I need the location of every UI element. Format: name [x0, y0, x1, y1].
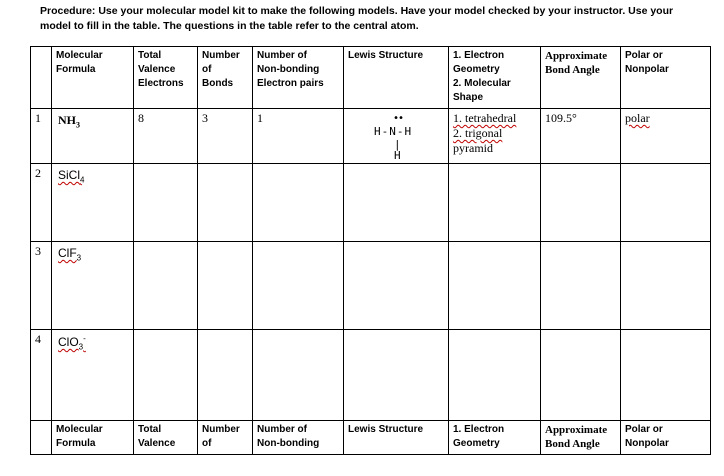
table-row: [31, 109, 711, 164]
nonbonding-pairs: [253, 242, 344, 330]
header-nonbonding: Number of Non-bonding: [253, 421, 344, 455]
header-bonds: Number of: [198, 421, 253, 455]
bond-angle: [541, 242, 621, 330]
valence-electrons: [134, 330, 198, 421]
polarity: [621, 164, 711, 242]
header-polar: Polar or Nonpolar: [621, 47, 711, 109]
table-row: [31, 242, 711, 330]
molecular-formula: SiCl$_4$: [52, 164, 134, 242]
header-nonbonding: Number of Non-bonding Electron pairs: [253, 47, 344, 109]
row-number: 2: [31, 164, 52, 242]
table-row: [31, 330, 711, 421]
header-polar: Polar or Nonpolar: [621, 421, 711, 455]
nonbonding-pairs: [253, 330, 344, 421]
header-geometry: 1. Electron Geometry: [449, 421, 541, 455]
geometry-cell: [449, 164, 541, 242]
polarity: polar: [621, 109, 711, 164]
header-valence: Total Valence: [134, 421, 198, 455]
header-formula: Molecular Formula: [52, 421, 134, 455]
row-number: 1: [31, 109, 52, 164]
bond-count: 3: [198, 109, 253, 164]
header-row: [31, 47, 711, 109]
molecular-formula: ClF$_3$: [52, 242, 134, 330]
row-number: 4: [31, 330, 52, 421]
valence-electrons: 8: [134, 109, 198, 164]
bond-angle: [541, 164, 621, 242]
lone-pair: ••: [393, 113, 404, 124]
bond-count: [198, 242, 253, 330]
lewis-row: H-N-H: [374, 125, 413, 138]
bond-angle: 109.5°: [541, 109, 621, 164]
lewis-bond: |: [394, 138, 401, 151]
lewis-bottom-atom: H: [394, 149, 401, 162]
molecule-table: [30, 46, 711, 455]
header-angle: Approximate Bond Angle: [541, 47, 621, 109]
nonbonding-pairs: 1: [253, 109, 344, 164]
molecular-formula: $NH_3$: [52, 109, 134, 164]
nonbonding-pairs: [253, 164, 344, 242]
header-number-cell: [31, 47, 52, 109]
geometry-cell: [449, 242, 541, 330]
header-number-cell: [31, 421, 52, 455]
polarity: [621, 330, 711, 421]
header-geometry: 1. Electron Geometry 2. Molecular Shape: [449, 47, 541, 109]
row-number: 3: [31, 242, 52, 330]
geometry-cell: 1. tetrahedral 2. trigonal pyramid: [449, 109, 541, 164]
lewis-structure: [344, 330, 449, 421]
polarity: [621, 242, 711, 330]
lewis-structure: [344, 242, 449, 330]
valence-electrons: [134, 242, 198, 330]
table-row: [31, 164, 711, 242]
header-lewis: Lewis Structure: [344, 421, 449, 455]
header-bonds: Number of Bonds: [198, 47, 253, 109]
lewis-diagram: [344, 109, 448, 161]
bond-angle: [541, 330, 621, 421]
molecular-formula: ClO$_3$-: [52, 330, 134, 421]
header-formula: Molecular Formula: [52, 47, 134, 109]
lewis-structure: [344, 164, 449, 242]
bond-count: [198, 164, 253, 242]
bond-count: [198, 330, 253, 421]
procedure-text: Procedure: Use your molecular model kit to make the following models. Have your model checked by your instructor. Use your model to fill in the table. The questions in the table refer to the central atom.: [40, 5, 674, 32]
valence-electrons: [134, 164, 198, 242]
header-valence: Total Valence Electrons: [134, 47, 198, 109]
repeated-header-row: [31, 421, 711, 455]
header-lewis: Lewis Structure: [344, 47, 449, 109]
geometry-cell: [449, 330, 541, 421]
header-angle: Approximate Bond Angle: [541, 421, 621, 455]
lewis-structure: [344, 109, 449, 164]
